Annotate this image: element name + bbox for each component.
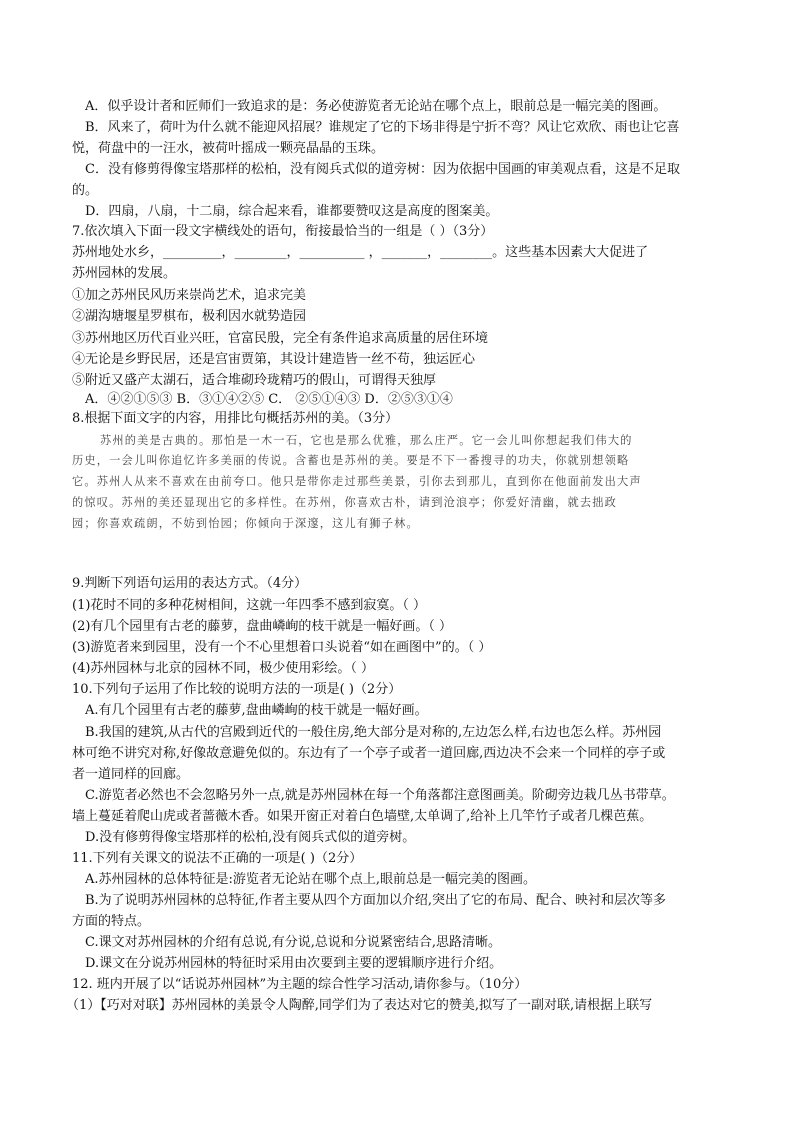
q6-option-a: A．似乎设计者和匠师们一致追求的是：务必使游览者无论站在哪个点上，眼前总是一幅完美的图画。 (85, 99, 667, 114)
q9-item-1: (1)花时不同的多种花树相间，这就一年四季不感到寂寞。（ ） (72, 598, 427, 613)
q11-option-c: C.课文对苏州园林的介绍有总说,有分说,总说和分说紧密结合,思路清晰。 (85, 935, 502, 950)
q9-stem: 9.判断下列语句运用的表达方式。（4分） (72, 576, 308, 591)
q9-item-4: (4)苏州园林与北京的园林不同，极少使用彩绘。（ ） (72, 661, 375, 676)
q7-options: A．④②①⑤③ B．③①④②⑤ C． ②⑤①④③ D．②⑤③①④ (85, 392, 453, 407)
q7-stem: 7.依次填入下面一段文字横线处的语句，衔接最恰当的一组是（ ）（3分） (72, 224, 494, 239)
q7-item-4: ④无论是乡野民居，还是宫宙贾第，其设计建造皆一丝不苟，独运匠心 (72, 352, 476, 367)
q7-item-5: ⑤附近又盛产太湖石，适合堆砌玲珑精巧的假山，可谓得天独厚 (72, 373, 437, 388)
q9-item-2: (2)有几个园里有古老的藤萝，盘曲嶙峋的枝干就是一幅好画。（ ） (72, 619, 453, 634)
q10-option-b-cont: 者一道同样的回廊。 (72, 767, 190, 782)
q10-option-b: B.我国的建筑,从古代的宫殿到近代的一般住房,绝大部分是对称的,左边怎么样,右边也怎么样。苏州园 (85, 725, 662, 740)
q7-text-cont: 苏州园林的发展。 (72, 266, 177, 281)
q7-text: 苏州地处水乡，_________，________，__________ ，_______，________。这些基本因素大大促进了 (72, 245, 649, 260)
q11-option-a: A.苏州园林的总体特征是:游览者无论站在哪个点上,眼前总是一幅完美的图画。 (85, 872, 537, 887)
q10-option-b-cont: 林可绝不讲究对称,好像故意避免似的。东边有了一个亭子或者一道回廊,西边决不会来一个同样的亭子或 (72, 746, 666, 761)
q6-option-b-cont: 悦，荷盘中的一汪水，被荷叶摇成一颗亮晶晶的玉珠。 (72, 141, 385, 156)
q8-passage-line: 历史，一会儿叫你追忆许多美丽的传说。含蓄也是苏州的美。要是不下一番搜寻的功夫，你就别想领略 (72, 454, 630, 467)
q6-option-b: B．风来了，荷叶为什么就不能迎风招展？谁规定了它的下场非得是宁折不弯？风让它欢欣、雨也让它喜 (85, 120, 680, 135)
q7-item-3: ③苏州地区历代百业兴旺，官富民殷，完全有条件追求高质量的居住环境 (72, 331, 489, 346)
q12-stem: 12. 班内开展了以“话说苏州园林”为主题的综合性学习活动,请你参与。（10分） (72, 977, 528, 992)
q11-option-b: B.为了说明苏州园林的总特征,作者主要从四个方面加以介绍,突出了它的布局、配合、映衬和层次等多 (85, 893, 666, 908)
q9-item-3: (3)游览者来到园里，没有一个不心里想着口头说着“如在画图中”的。（ ） (72, 640, 492, 655)
q6-option-d: D．四扇，八扇，十二扇，综合起来看，谁都要赞叹这是高度的图案美。 (85, 204, 499, 219)
q8-passage-line: 它。苏州人从来不喜欢在由前夸口。他只是带你走过那些美景，引你去到那儿，直到你在他面前发出大声 (72, 475, 642, 488)
q8-passage-line: 园；你喜欢疏朗，不妨到怡园；你倾向于深邃，这儿有狮子林。 (72, 517, 419, 530)
q10-stem: 10.下列句子运用了作比较的说明方法的一项是( )（2分） (72, 682, 402, 697)
q11-stem: 11.下列有关课文的说法不正确的一项是( )（2分） (72, 851, 363, 866)
q10-option-c-cont: 墙上蔓延着爬山虎或者蔷薇木香。如果开窗正对着白色墙壁,太单调了,给补上几竿竹子或者几棵芭蕉。 (72, 809, 653, 824)
q7-item-2: ②湖沟塘堰星罗棋布，极利因水就势造园 (72, 309, 307, 324)
q10-option-c: C.游览者必然也不会忽略另外一点,就是苏州园林在每一个角落都注意图画美。阶砌旁边栽几丛书带草。 (85, 788, 675, 803)
q8-stem: 8.根据下面文字的内容，用排比句概括苏州的美。（3分） (72, 411, 399, 426)
q12-sub-1: （1）【巧对对联】苏州园林的美景令人陶醉,同学们为了表达对它的赞美,拟写了一副对联,请根据上联写 (66, 998, 653, 1013)
q8-passage-line: 的惊叹。苏州的美还显现出它的多样性。在苏州，你喜欢古朴，请到沧浪亭；你爱好清幽，就去拙政 (72, 496, 618, 509)
q6-option-c: C．没有修剪得像宝塔那样的松柏，没有阅兵式似的道旁树：因为依据中国画的审美观点看，这是不足取 (85, 162, 680, 177)
q7-item-1: ①加之苏州民风历来崇尚艺术，追求完美 (72, 288, 307, 303)
q11-option-b-cont: 方面的特点。 (72, 914, 151, 929)
q10-option-a: A.有几个园里有古老的藤萝,盘曲嶙峋的枝干就是一幅好画。 (85, 703, 428, 718)
q8-passage-line: 苏州的美是古典的。那怕是一木一石，它也是那么优雅，那么庄严。它一会儿叫你想起我们伟大的 (100, 434, 633, 447)
q11-option-d: D.课文在分说苏州园林的特征时采用由次要到主要的逻辑顺序进行介绍。 (85, 956, 503, 971)
q6-option-c-cont: 的。 (72, 183, 99, 198)
q10-option-d: D.没有修剪得像宝塔那样的松柏,没有阅兵式似的道旁树。 (85, 830, 416, 845)
